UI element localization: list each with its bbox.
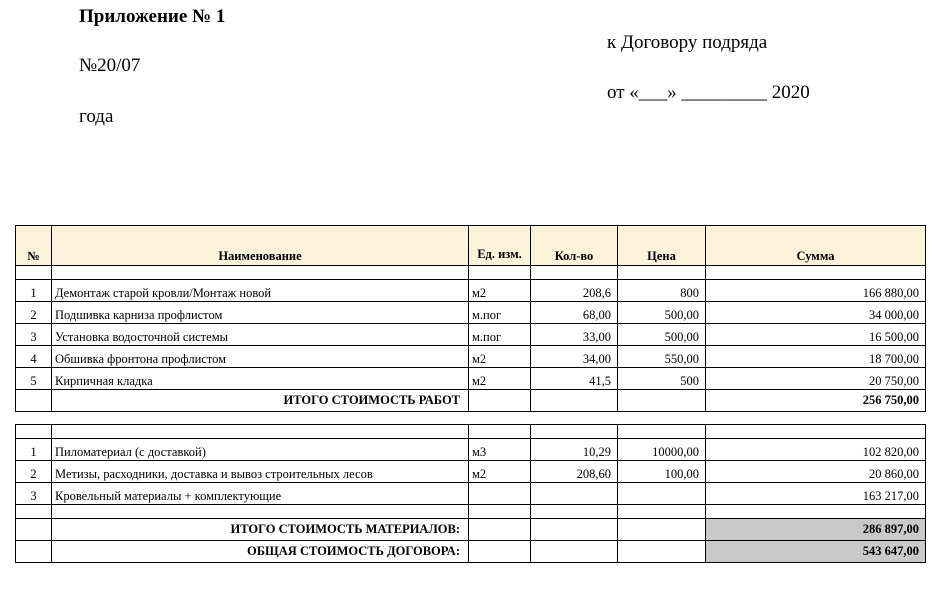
works-total-value: 256 750,00 bbox=[706, 390, 926, 412]
item-unit: м3 bbox=[469, 439, 531, 461]
table-row bbox=[16, 302, 926, 324]
item-unit: м2 bbox=[469, 280, 531, 302]
spacer-row bbox=[16, 505, 926, 519]
works-total-label: ИТОГО СТОИМОСТЬ РАБОТ bbox=[52, 390, 469, 412]
item-name: Кирпичная кладка bbox=[52, 368, 469, 390]
document-number: №20/07 bbox=[79, 55, 141, 76]
year-label: года bbox=[79, 106, 114, 127]
column-header-number: № bbox=[16, 226, 52, 266]
materials-table bbox=[15, 424, 926, 563]
item-price: 550,00 bbox=[618, 346, 706, 368]
table-row bbox=[16, 439, 926, 461]
table-row bbox=[16, 324, 926, 346]
item-name: Обшивка фронтона профлистом bbox=[52, 346, 469, 368]
item-name: Кровельный материалы + комплектующие bbox=[52, 483, 469, 505]
item-name: Подшивка карниза профлистом bbox=[52, 302, 469, 324]
item-sum: 34 000,00 bbox=[706, 302, 926, 324]
materials-total-value: 286 897,00 bbox=[706, 519, 926, 541]
materials-total-row bbox=[16, 519, 926, 541]
item-name: Метизы, расходники, доставка и вывоз строительных лесов bbox=[52, 461, 469, 483]
item-unit: м.пог bbox=[469, 324, 531, 346]
item-quantity: 33,00 bbox=[531, 324, 618, 346]
item-sum: 166 880,00 bbox=[706, 280, 926, 302]
column-header-name: Наименование bbox=[52, 226, 469, 266]
grand-total-row bbox=[16, 541, 926, 563]
item-price: 10000,00 bbox=[618, 439, 706, 461]
item-price: 500 bbox=[618, 368, 706, 390]
item-quantity: 10,29 bbox=[531, 439, 618, 461]
row-number: 2 bbox=[16, 461, 52, 483]
item-sum: 18 700,00 bbox=[706, 346, 926, 368]
works-table bbox=[15, 225, 926, 412]
table-header-row bbox=[16, 226, 926, 266]
item-unit bbox=[469, 483, 531, 505]
spacer-row bbox=[16, 266, 926, 280]
materials-total-label: ИТОГО СТОИМОСТЬ МАТЕРИАЛОВ: bbox=[52, 519, 469, 541]
item-quantity: 41,5 bbox=[531, 368, 618, 390]
table-row bbox=[16, 483, 926, 505]
item-name: Демонтаж старой кровли/Монтаж новой bbox=[52, 280, 469, 302]
contract-date-line: от «___» _________ 2020 bbox=[607, 82, 810, 103]
row-number: 3 bbox=[16, 483, 52, 505]
item-price: 500,00 bbox=[618, 302, 706, 324]
grand-total-value: 543 647,00 bbox=[706, 541, 926, 563]
item-sum: 102 820,00 bbox=[706, 439, 926, 461]
item-quantity: 68,00 bbox=[531, 302, 618, 324]
row-number: 3 bbox=[16, 324, 52, 346]
item-quantity: 208,60 bbox=[531, 461, 618, 483]
table-row bbox=[16, 368, 926, 390]
table-row bbox=[16, 280, 926, 302]
item-sum: 163 217,00 bbox=[706, 483, 926, 505]
materials-body bbox=[16, 439, 926, 505]
item-quantity: 208,6 bbox=[531, 280, 618, 302]
item-price: 800 bbox=[618, 280, 706, 302]
table-row bbox=[16, 346, 926, 368]
row-number: 5 bbox=[16, 368, 52, 390]
item-price bbox=[618, 483, 706, 505]
item-name: Пиломатериал (с доставкой) bbox=[52, 439, 469, 461]
works-body bbox=[16, 280, 926, 390]
row-number: 4 bbox=[16, 346, 52, 368]
document-title: Приложение № 1 bbox=[79, 6, 226, 27]
item-sum: 16 500,00 bbox=[706, 324, 926, 346]
row-number: 2 bbox=[16, 302, 52, 324]
item-quantity: 34,00 bbox=[531, 346, 618, 368]
contract-reference: к Договору подряда bbox=[607, 32, 768, 53]
row-number: 1 bbox=[16, 439, 52, 461]
item-unit: м2 bbox=[469, 346, 531, 368]
item-name: Установка водосточной системы bbox=[52, 324, 469, 346]
item-unit: м2 bbox=[469, 368, 531, 390]
column-header-sum: Сумма bbox=[706, 226, 926, 266]
item-unit: м.пог bbox=[469, 302, 531, 324]
column-header-unit: Ед. изм. bbox=[469, 226, 531, 266]
column-header-quantity: Кол-во bbox=[531, 226, 618, 266]
item-sum: 20 860,00 bbox=[706, 461, 926, 483]
item-price: 100,00 bbox=[618, 461, 706, 483]
column-header-price: Цена bbox=[618, 226, 706, 266]
item-sum: 20 750,00 bbox=[706, 368, 926, 390]
item-price: 500,00 bbox=[618, 324, 706, 346]
works-total-row bbox=[16, 390, 926, 412]
grand-total-label: ОБЩАЯ СТОИМОСТЬ ДОГОВОРА: bbox=[52, 541, 469, 563]
row-number: 1 bbox=[16, 280, 52, 302]
table-row bbox=[16, 461, 926, 483]
item-unit: м2 bbox=[469, 461, 531, 483]
spacer-row bbox=[16, 425, 926, 439]
item-quantity bbox=[531, 483, 618, 505]
